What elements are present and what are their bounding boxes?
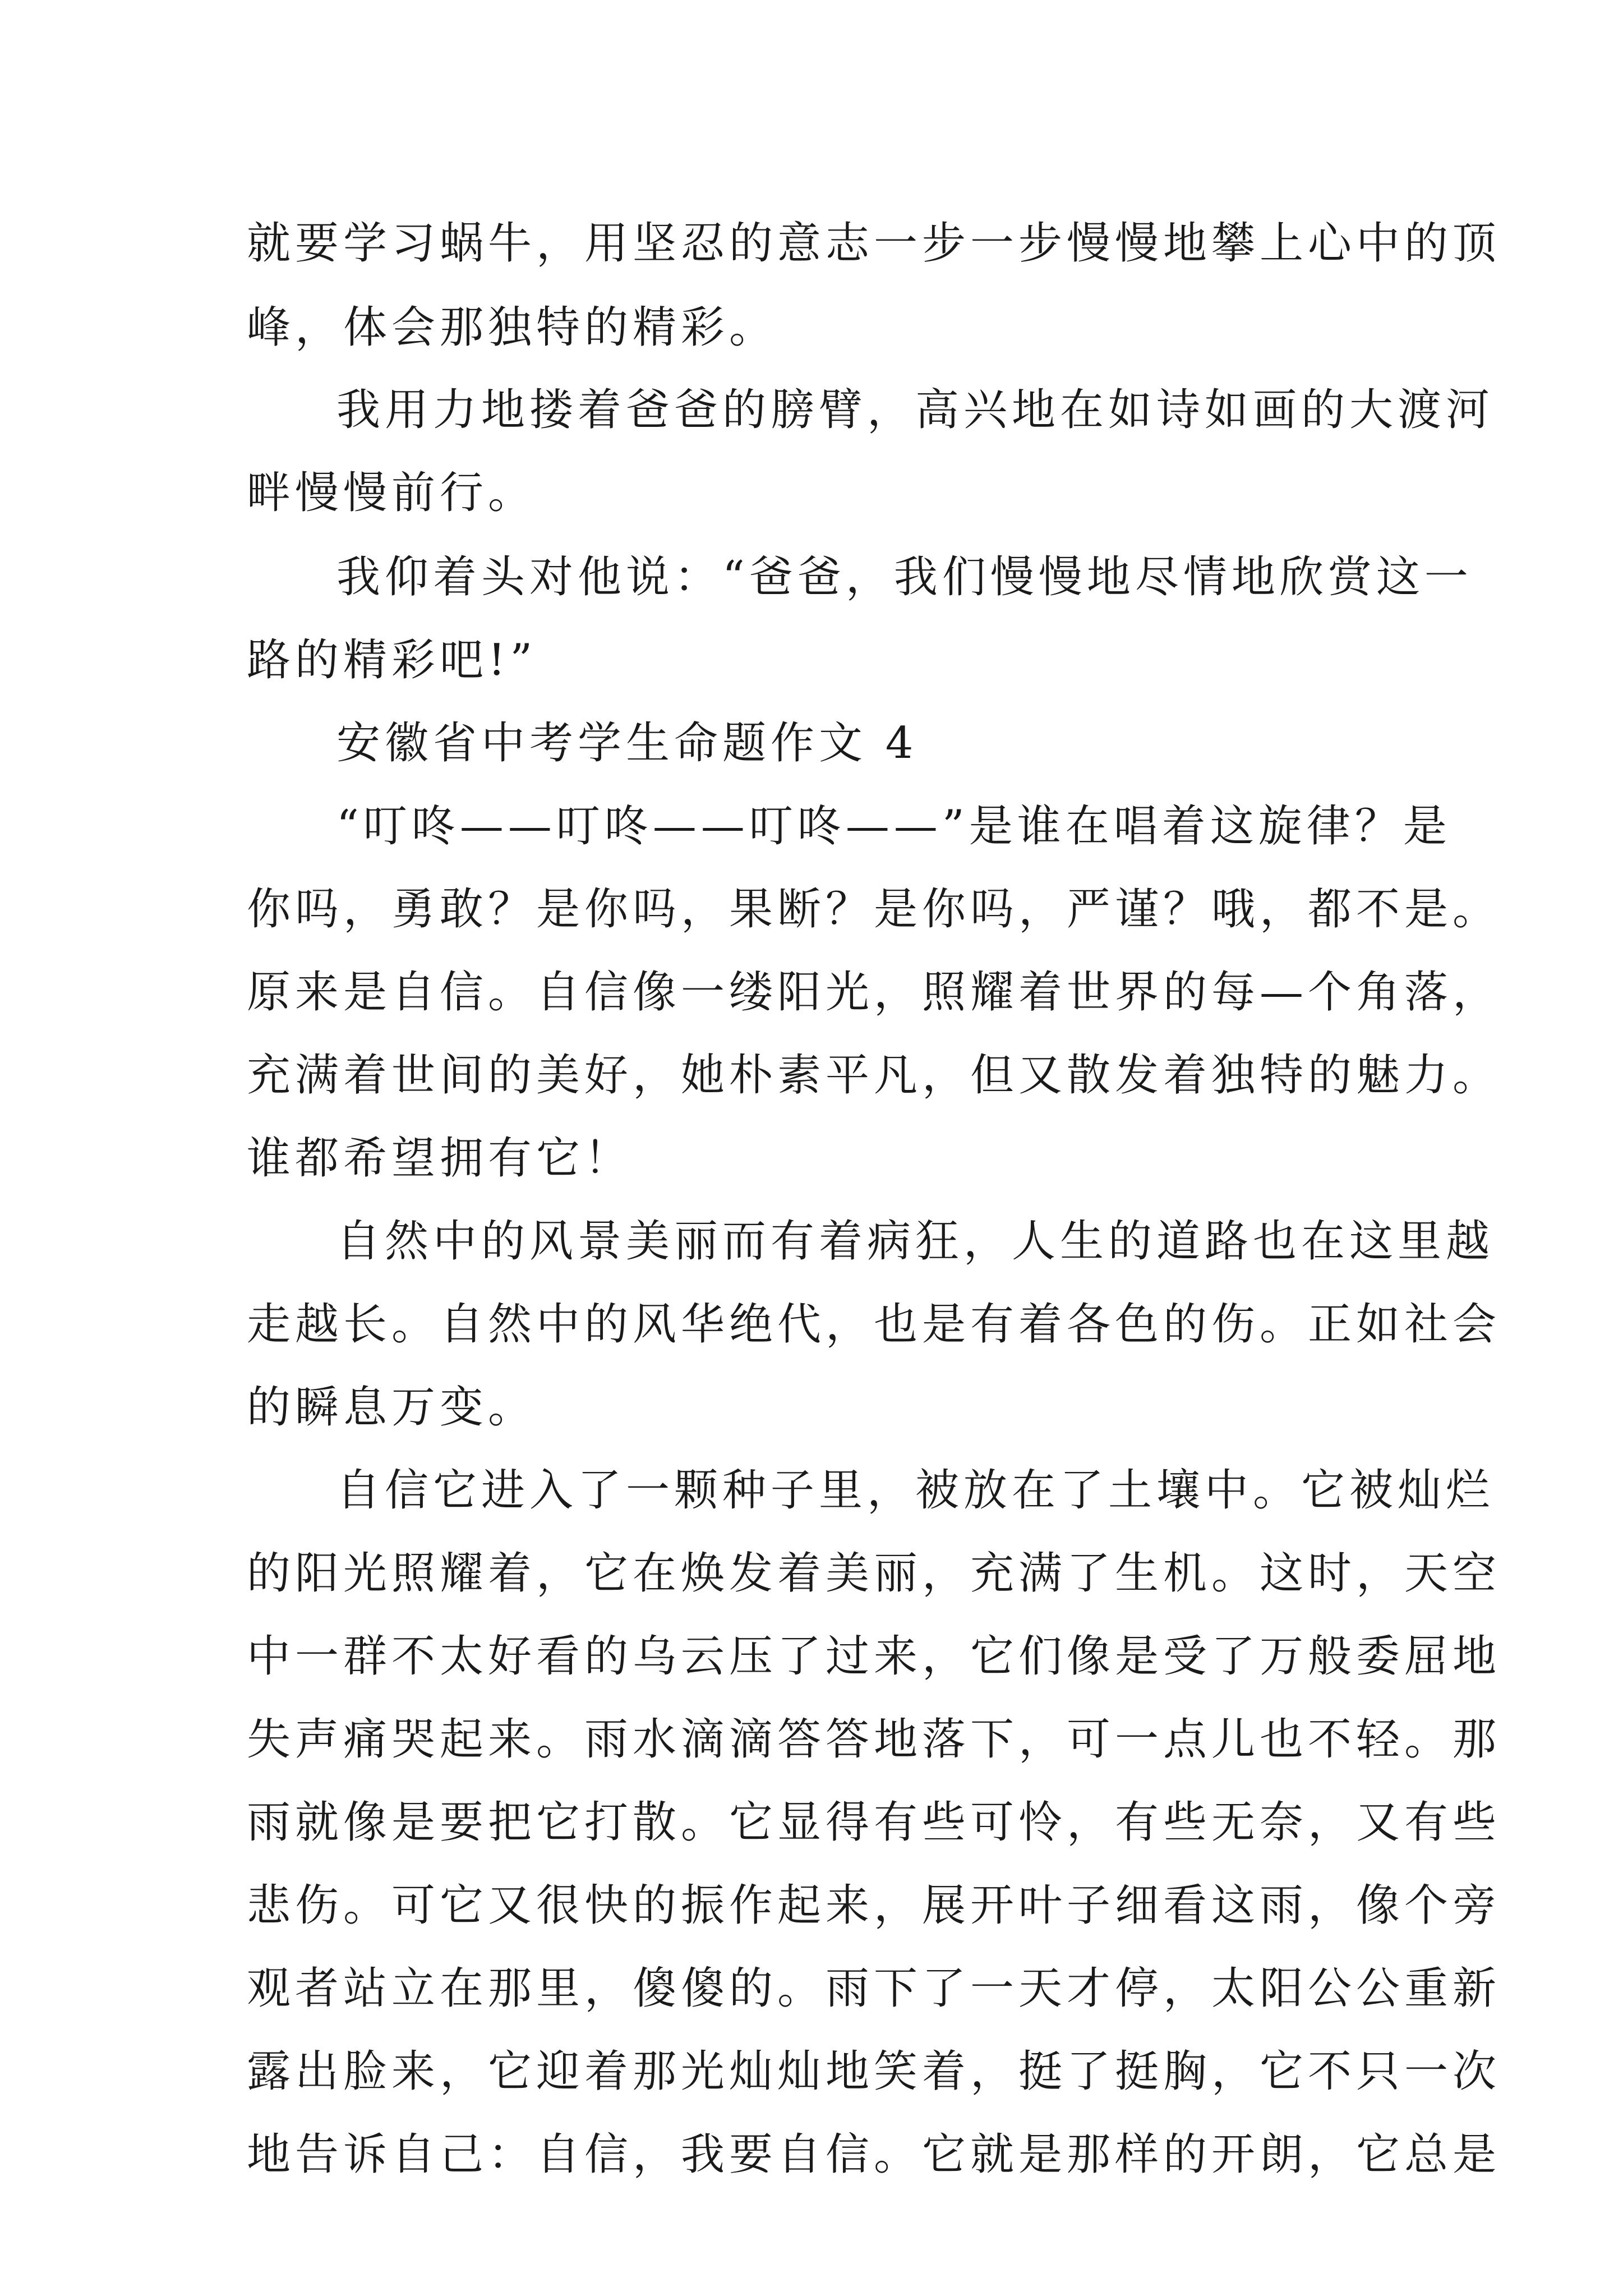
text-line: 失声痛哭起来。雨水滴滴答答地落下，可一点儿也不轻。那 <box>247 1714 1501 1765</box>
text-line: 雨就像是要把它打散。它显得有些可怜，有些无奈，又有些 <box>247 1797 1501 1848</box>
text-line: 中一群不太好看的乌云压了过来，它们像是受了万般委屈地 <box>247 1631 1501 1682</box>
text-line: 自信它进入了一颗种子里，被放在了土壤中。它被灿烂 <box>336 1465 1495 1516</box>
text-line: 自然中的风景美丽而有着病狂，人生的道路也在这里越 <box>336 1216 1495 1267</box>
text-line: 的瞬息万变。 <box>247 1382 537 1433</box>
text-line: 的阳光照耀着，它在焕发着美丽，充满了生机。这时，天空 <box>247 1548 1501 1599</box>
text-line: 我仰着头对他说：“爸爸，我们慢慢地尽情地欣赏这一 <box>336 552 1473 602</box>
text-line: 原来是自信。自信像一缕阳光，照耀着世界的每—个角落， <box>247 967 1501 1018</box>
text-line: 充满着世间的美好，她朴素平凡，但又散发着独特的魅力。 <box>247 1050 1501 1101</box>
text-line: 路的精彩吧!” <box>247 635 537 685</box>
section-heading: 安徽省中考学生命题作文 4 <box>336 718 918 769</box>
text-line: 你吗，勇敢？是你吗，果断？是你吗，严谨？哦，都不是。 <box>247 884 1501 935</box>
text-line: 露出脸来，它迎着那光灿灿地笑着，挺了挺胸，它不只一次 <box>247 2046 1501 2097</box>
text-line: 就要学习蜗牛，用坚忍的意志一步一步慢慢地攀上心中的顶 <box>247 218 1501 269</box>
text-line: 观者站立在那里，傻傻的。雨下了一天才停，太阳公公重新 <box>247 1963 1501 2014</box>
text-line: 地告诉自己：自信，我要自信。它就是那样的开朗，它总是 <box>247 2129 1501 2180</box>
text-line: 畔慢慢前行。 <box>247 468 537 518</box>
text-line: 悲伤。可它又很快的振作起来，展开叶子细看这雨，像个旁 <box>247 1880 1501 1931</box>
text-line: 谁都希望拥有它！ <box>247 1133 633 1184</box>
text-line: 走越长。自然中的风华绝代，也是有着各色的伤。正如社会 <box>247 1299 1501 1350</box>
text-line: “叮咚——叮咚——叮咚——”是谁在唱着这旋律？是 <box>336 801 1451 852</box>
text-line: 峰，体会那独特的精彩。 <box>247 302 778 353</box>
text-line: 我用力地搂着爸爸的膀臂，高兴地在如诗如画的大渡河 <box>336 385 1495 435</box>
